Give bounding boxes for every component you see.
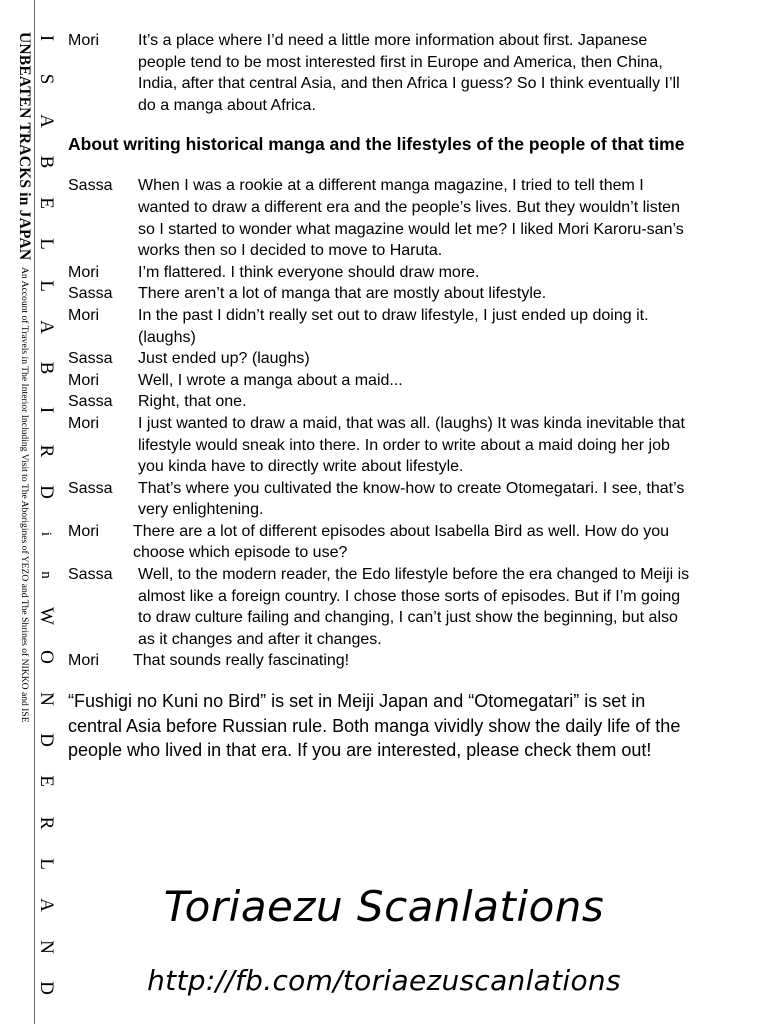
spine-letter: i (38, 531, 54, 536)
spine-letter: D (36, 733, 57, 747)
dialogue-row (68, 564, 762, 650)
speech-text (138, 413, 762, 478)
speech-line: so I started to wonder what magazine would let me? I liked Mori Karoru-san’s (138, 220, 684, 238)
spine-letter: R (36, 444, 57, 458)
speech-line: very enlightening. (138, 501, 264, 519)
dialogue-row (68, 370, 762, 392)
spine-title (2, 32, 32, 723)
speech-line: There are a lot of different episodes about Isabella Bird as well. How do you (133, 522, 670, 540)
spine-letter: R (36, 816, 57, 829)
speaker-name: Sassa (68, 177, 113, 195)
speech-text (138, 305, 762, 348)
scanlation-url: http://fb.com/toriaezuscanlations (147, 964, 621, 997)
speech-line: In the past I didn’t really set out to draw lifestyle, I just ended up doing it. (138, 306, 649, 324)
spine-letter: A (36, 113, 57, 128)
speech-text (138, 391, 762, 413)
dialogue-row (68, 30, 762, 116)
speech-line: That’s where you cultivated the know-how to create Otomegatari. I see, that’s (138, 479, 685, 497)
spine-letter: n (38, 571, 54, 579)
speech-text (138, 283, 762, 305)
dialogue-row (68, 283, 762, 305)
speaker-name: Sassa (68, 479, 113, 497)
spine-letter: W (36, 607, 57, 626)
speech-line: as it changes and after it changes. (138, 630, 382, 648)
speech-line: Well, I wrote a manga about a maid... (138, 371, 403, 389)
speech-text (138, 348, 762, 370)
closing-line: people who lived in that era. If you are interested, please check them out! (68, 740, 652, 761)
dialogue-row (68, 175, 762, 261)
spine-letter: L (36, 279, 57, 292)
speaker-name: Mori (68, 371, 100, 389)
speech-line: works then so I decided to move to Haruta. (138, 242, 443, 260)
speech-line: people tend to be most interested first in Europe and America, then China, (138, 53, 663, 71)
speech-text (138, 175, 762, 261)
speech-line: lifestyle would sneak into there. In order to write about a maid doing her job (138, 436, 670, 454)
speaker-name: Mori (68, 32, 100, 49)
speaker-name: Sassa (68, 393, 113, 411)
speech-line: I’m flattered. I think everyone should draw more. (138, 263, 480, 281)
dialogue-row (68, 305, 762, 348)
speech-line: Just ended up? (laughs) (138, 350, 310, 368)
spine-letter: E (36, 775, 57, 788)
speech-line: (laughs) (138, 328, 196, 346)
speaker-name: Mori (68, 652, 100, 670)
speaker-name: Sassa (68, 350, 113, 368)
spine-letter: L (36, 238, 57, 251)
speech-text (133, 521, 762, 564)
scanlation-credit: Toriaezu Scanlations (163, 882, 605, 931)
dialogue-row (68, 262, 762, 284)
spine-subtitle: An Account of Travels in The Interior Including Visit to The Aborigines of YEZO and The Shrines of NIKKO and ISE (19, 267, 30, 723)
speech-line: When I was a rookie at a different manga magazine, I tried to tell them I (138, 177, 644, 195)
speech-line: India, after that central Asia, and then Africa I guess? So I think eventually I’ll (138, 75, 680, 93)
dialogue-row (68, 521, 762, 564)
article-body (68, 30, 762, 763)
spine-letter: A (36, 898, 57, 913)
speaker-name: Sassa (68, 566, 113, 584)
speech-line: almost like a foreign country. I chose those sorts of episodes. But if I’m going (138, 587, 681, 605)
speaker-name: Mori (68, 306, 100, 324)
spine-letter: B (36, 155, 57, 169)
speech-text (138, 30, 762, 116)
dialogue (68, 175, 762, 672)
spine-letter: D (36, 980, 57, 995)
speech-line: Right, that one. (138, 393, 247, 411)
speech-line: to draw culture failing and changing, I can’t just show the beginning, but also (138, 609, 678, 627)
closing-line: central Asia before Russian rule. Both manga vividly show the daily life of the (68, 715, 681, 736)
speech-line: Well, to the modern reader, the Edo lifestyle before the era changed to Meiji is (138, 566, 690, 584)
speaker-name: Mori (68, 522, 100, 540)
spine-letter: S (36, 74, 57, 85)
section-heading: About writing historical manga and the lifestyles of the people of that time (68, 134, 685, 155)
spine-letter: I (36, 34, 57, 42)
speaker-name: Sassa (68, 285, 113, 303)
speech-line: That sounds really fascinating! (133, 652, 350, 670)
speech-line: you kinda have to directly write about lifestyle. (138, 458, 464, 476)
closing-paragraph (68, 689, 758, 763)
dialogue-row (68, 413, 762, 478)
speech-line: It’s a place where I’d need a little more information about first. Japanese (138, 32, 648, 49)
speech-text (138, 262, 762, 284)
spine-letter: O (36, 650, 57, 665)
speaker-name: Mori (68, 414, 100, 432)
speech-line: wanted to draw a different era and the people’s lives. But they wouldn’t listen (138, 198, 680, 216)
spine-letters (35, 28, 57, 998)
speech-line: There aren’t a lot of manga that are mostly about lifestyle. (138, 285, 547, 303)
spine-border (0, 0, 35, 1024)
speech-line: choose which episode to use? (133, 544, 348, 562)
closing-line: “Fushigi no Kuni no Bird” is set in Meiji Japan and “Otomegatari” is set in (68, 691, 646, 712)
speech-text (138, 564, 762, 650)
speech-text (138, 478, 762, 521)
spine-letter: B (36, 362, 57, 375)
dialogue-row (68, 391, 762, 413)
spine-letter: E (36, 197, 57, 209)
dialogue-row (68, 348, 762, 370)
speech-text (133, 650, 762, 672)
speaker-name: Mori (68, 263, 100, 281)
speech-line: do a manga about Africa. (138, 96, 316, 114)
spine-title-text: UNBEATEN TRACKS in JAPAN (16, 32, 33, 261)
spine-letter: A (36, 320, 57, 334)
spine-letter: D (36, 485, 57, 500)
dialogue-row (68, 478, 762, 521)
speech-line: I just wanted to draw a maid, that was all. (laughs) It was kinda inevitable that (138, 414, 685, 432)
spine-letter: N (36, 691, 57, 706)
spine-letter: N (36, 939, 57, 954)
spine-letter: L (36, 858, 57, 870)
intro-dialogue (68, 30, 762, 116)
spine-letter: I (36, 406, 57, 413)
dialogue-row (68, 650, 762, 672)
speech-text (138, 370, 762, 392)
